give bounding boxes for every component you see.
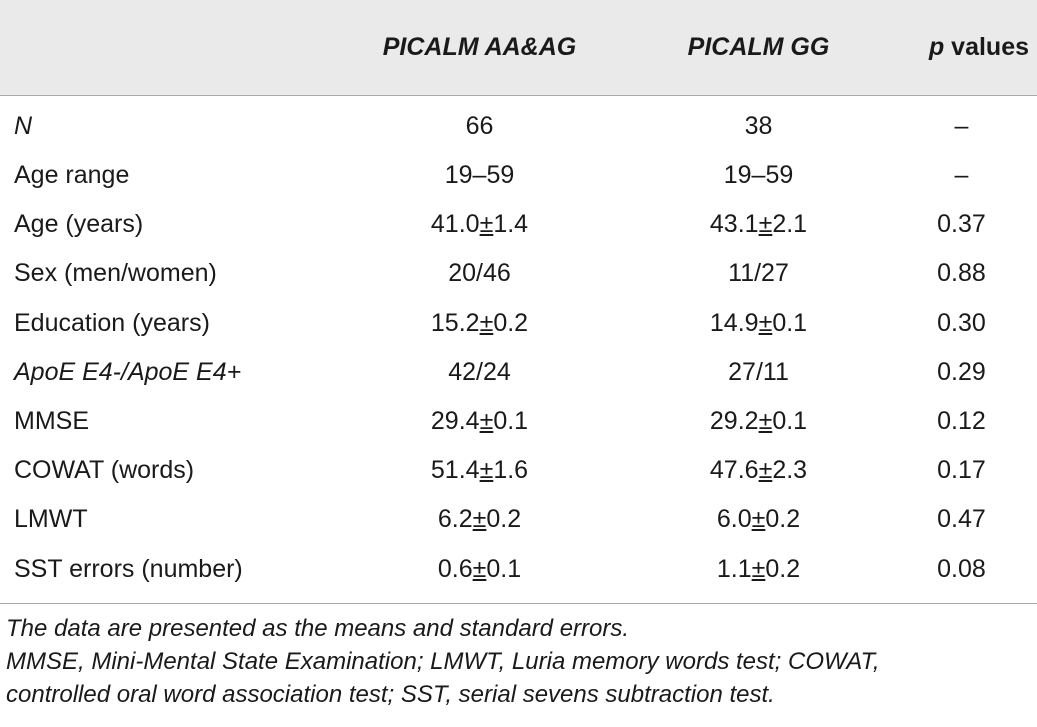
plus-minus-sign: ±	[479, 456, 494, 485]
footer-rule	[0, 603, 1037, 604]
cell-se: 0.2	[493, 308, 529, 337]
plus-minus-sign: ±	[758, 308, 773, 337]
cell-mean: 51.4	[430, 456, 480, 485]
cell-picalm-aa-ag	[328, 299, 611, 348]
cell-se: 1.6	[493, 456, 529, 485]
row-label: N	[14, 112, 33, 140]
row-label: ApoE E4-/ApoE E4+	[14, 357, 242, 386]
plus-minus-sign: ±	[479, 407, 494, 436]
cell-p-value: 0.17	[937, 456, 986, 485]
table-row	[0, 249, 1037, 298]
table-notes	[6, 612, 1034, 711]
cell-picalm-gg	[611, 446, 886, 495]
cell-mean: 47.6	[709, 456, 759, 485]
cell-p-value: 0.30	[937, 308, 986, 337]
cell-picalm-gg	[611, 397, 886, 446]
table-row	[0, 397, 1037, 446]
table-row	[0, 348, 1037, 397]
cell-se: 0.2	[765, 554, 801, 583]
header-picalm-aa-ag: PICALM AA&AG	[328, 0, 611, 96]
table-row	[0, 446, 1037, 495]
table-row	[0, 299, 1037, 348]
header-label	[0, 0, 328, 96]
cell-se: 2.1	[772, 210, 808, 239]
table-row	[0, 200, 1037, 249]
table-body	[0, 96, 1037, 594]
cell-picalm-aa-ag	[328, 200, 611, 249]
row-label: Sex (men/women)	[14, 259, 217, 288]
cell-picalm-aa-ag	[328, 545, 611, 594]
cell-mean: 15.2	[430, 308, 480, 337]
cell-picalm-gg	[611, 299, 886, 348]
cell-picalm-gg: 27/11	[728, 357, 789, 386]
cell-p-value: 0.29	[937, 357, 986, 386]
cell-se: 0.2	[765, 505, 801, 534]
cell-picalm-aa-ag: 42/24	[448, 357, 511, 386]
cell-se: 0.1	[486, 554, 522, 583]
row-label: Age range	[14, 161, 130, 190]
cell-mean: 1.1	[716, 554, 752, 583]
cell-picalm-aa-ag: 20/46	[448, 259, 511, 288]
note-line-3: controlled oral word association test; SST, serial sevens subtraction test.	[6, 681, 775, 708]
cell-se: 2.3	[772, 456, 808, 485]
cell-p-value: –	[954, 161, 969, 190]
header-picalm-gg: PICALM GG	[611, 0, 886, 96]
table-row	[0, 96, 1037, 152]
cell-se: 1.4	[493, 210, 529, 239]
cell-mean: 0.6	[437, 554, 473, 583]
cell-picalm-gg: 19–59	[723, 161, 794, 190]
cell-picalm-gg	[611, 495, 886, 544]
cell-mean: 6.2	[437, 505, 473, 534]
cell-se: 0.2	[486, 505, 522, 534]
header-p-values	[886, 0, 1037, 96]
cell-se: 0.1	[772, 407, 808, 436]
cell-mean: 29.2	[709, 407, 759, 436]
cell-mean: 41.0	[430, 210, 480, 239]
row-label: Age (years)	[14, 210, 144, 239]
cell-picalm-aa-ag: 66	[465, 112, 494, 140]
table-row	[0, 545, 1037, 594]
cell-p-value: 0.47	[937, 505, 986, 534]
row-label: COWAT (words)	[14, 456, 195, 485]
row-label: SST errors (number)	[14, 554, 243, 583]
cell-picalm-aa-ag	[328, 397, 611, 446]
cell-se: 0.1	[772, 308, 808, 337]
plus-minus-sign: ±	[479, 210, 494, 239]
table-row	[0, 151, 1037, 200]
plus-minus-sign: ±	[758, 210, 773, 239]
cell-p-value: 0.12	[937, 407, 986, 436]
row-label: LMWT	[14, 505, 88, 534]
cell-p-value: –	[954, 112, 969, 140]
cell-picalm-aa-ag	[328, 495, 611, 544]
cell-picalm-aa-ag: 19–59	[444, 161, 515, 190]
cell-picalm-gg	[611, 200, 886, 249]
header-p-rest: values	[944, 33, 1029, 61]
plus-minus-sign: ±	[472, 554, 487, 583]
plus-minus-sign: ±	[472, 505, 487, 534]
cell-mean: 43.1	[709, 210, 759, 239]
cell-p-value: 0.37	[937, 210, 986, 239]
cell-mean: 14.9	[709, 308, 759, 337]
table-header-row	[0, 0, 1037, 96]
plus-minus-sign: ±	[758, 407, 773, 436]
cell-picalm-gg	[611, 545, 886, 594]
cell-p-value: 0.08	[937, 554, 986, 583]
plus-minus-sign: ±	[751, 554, 766, 583]
cell-mean: 6.0	[716, 505, 752, 534]
row-label: Education (years)	[14, 308, 210, 337]
cell-picalm-gg: 11/27	[728, 259, 789, 288]
cell-p-value: 0.88	[937, 259, 986, 288]
cell-picalm-gg: 38	[744, 112, 773, 140]
table-row	[0, 495, 1037, 544]
cell-picalm-aa-ag	[328, 446, 611, 495]
plus-minus-sign: ±	[751, 505, 766, 534]
note-line-2: MMSE, Mini-Mental State Examination; LMWT, Luria memory words test; COWAT,	[6, 648, 880, 675]
plus-minus-sign: ±	[479, 308, 494, 337]
cell-mean: 29.4	[430, 407, 480, 436]
header-p-letter: p	[928, 33, 945, 61]
cell-se: 0.1	[493, 407, 529, 436]
row-label: MMSE	[14, 407, 89, 436]
plus-minus-sign: ±	[758, 456, 773, 485]
note-line-1: The data are presented as the means and standard errors.	[6, 615, 630, 642]
